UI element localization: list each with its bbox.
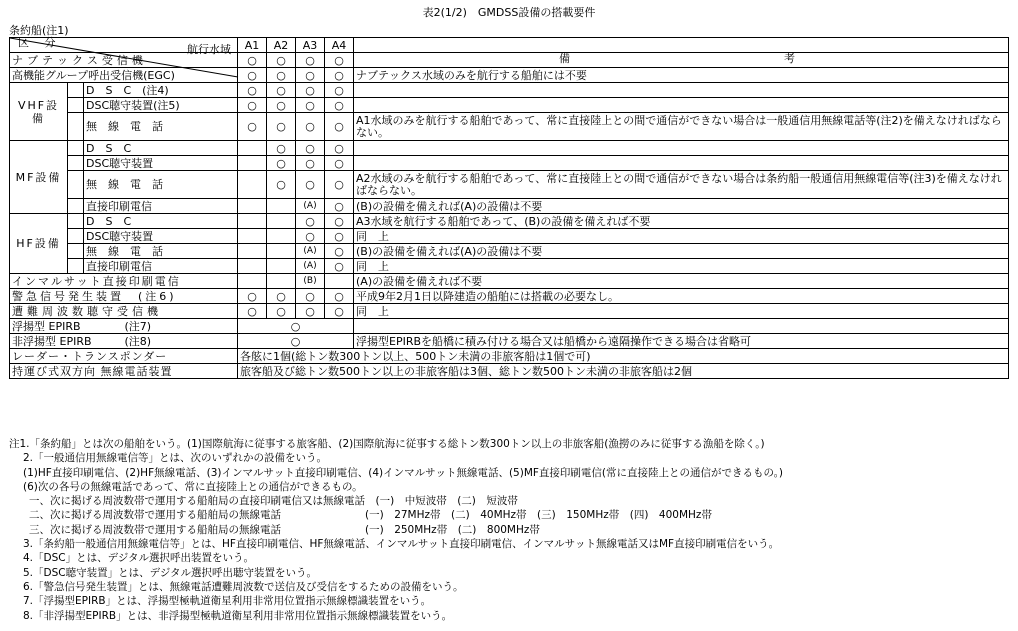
- mark-a1: [238, 171, 267, 199]
- header-remarks-1: 備: [559, 52, 571, 65]
- row-label: DSC聴守装置: [84, 156, 238, 171]
- mark-a1: [238, 141, 267, 156]
- note-6: 6.「警急信号発生装置」とは、無線電話遭難周波数で送信及び受信をするための設備をいう。: [23, 580, 464, 593]
- mark-a4: ○: [325, 171, 354, 199]
- spacer: [68, 259, 84, 274]
- row-remark: A3水域を航行する船舶であって、(B)の設備を備えれば不要: [354, 214, 1009, 229]
- mark-a1: ○: [238, 98, 267, 113]
- row-remark: [354, 319, 1009, 334]
- table-row-portable: [10, 364, 1009, 379]
- row-label: DSC聴守装置(注5): [84, 98, 238, 113]
- mark-a1: [238, 229, 267, 244]
- mark-a4: ○: [325, 199, 354, 214]
- mark-a2: [267, 274, 296, 289]
- mark-a2: ○: [267, 113, 296, 141]
- mark-a4: ○: [325, 259, 354, 274]
- header-row: [10, 38, 1009, 53]
- mark-a3: (A): [296, 259, 325, 274]
- note-2-6-2: 二、次に掲げる周波数帯で運用する船舶局の無線電話 (一) 27MHz帯 (二) 40MHz帯 (三) 150MHz帯 (四) 400MHz帯: [29, 509, 712, 522]
- table-row-epirb: [10, 319, 1009, 334]
- table-row-hf-nbdp: [10, 259, 1009, 274]
- note-4: 4.「DSC」とは、デジタル選択呼出装置をいう。: [23, 552, 254, 565]
- note-5: 5.「DSC聴守装置」とは、デジタル選択呼出聴守装置をいう。: [23, 566, 317, 579]
- table-row-mf-dsc: [10, 141, 1009, 156]
- spacer: [68, 98, 84, 113]
- mark-a3: ○: [296, 214, 325, 229]
- gmdss-requirements-table: [9, 37, 1009, 379]
- row-remark: ナブテックス水域のみを航行する船舶には不要: [354, 68, 1009, 83]
- group-label-vhf: VHF設備: [10, 83, 68, 141]
- header-division: 区 分: [18, 36, 62, 49]
- spacer: [68, 214, 84, 229]
- mark-a4: ○: [325, 229, 354, 244]
- row-remark: A1水域のみを航行する船舶であって、常に直接陸上との間で通信ができない場合は一般通信用無線電話等(注2)を備えなければならない。: [354, 113, 1009, 141]
- mark-a2: [267, 244, 296, 259]
- row-remark: 同 上: [354, 259, 1009, 274]
- note-2-6-1: 一、次に掲げる周波数帯で運用する船舶局の直接印刷電信又は無線電話 (一) 中短波帯 (二) 短波帯: [29, 495, 518, 508]
- note-8: 8.「非浮揚型EPIRB」とは、非浮揚型極軌道衛星利用非常用位置指示無線標識装置をいう。: [23, 609, 453, 622]
- row-remark: (B)の設備を備えれば(A)の設備は不要: [354, 244, 1009, 259]
- table-row-mf-nbdp: [10, 199, 1009, 214]
- mark-a1: [238, 259, 267, 274]
- group-label-mf: MF設備: [10, 141, 68, 214]
- spacer: [68, 83, 84, 98]
- spacer: [68, 141, 84, 156]
- table-row-vhf-watch: [10, 98, 1009, 113]
- mark-a1: ○: [238, 304, 267, 319]
- row-remark: (A)の設備を備えれば不要: [354, 274, 1009, 289]
- header-a3: A3: [296, 38, 325, 53]
- table-row-inmarsat: [10, 274, 1009, 289]
- table-title: 表2(1/2) GMDSS設備の搭載要件: [422, 6, 596, 19]
- mark-a1: [238, 156, 267, 171]
- row-label: 警急信号発生装置 (注6): [10, 289, 238, 304]
- table-row-hf-dsc: [10, 214, 1009, 229]
- row-label: D S C (注4): [84, 83, 238, 98]
- mark-a2: [267, 214, 296, 229]
- row-label: 浮揚型 EPIRB (注7): [10, 319, 238, 334]
- notes: [9, 437, 783, 623]
- row-remark: [354, 83, 1009, 98]
- mark-a4: ○: [325, 98, 354, 113]
- row-label: 無 線 電 話: [84, 113, 238, 141]
- mark-a4: ○: [325, 53, 354, 68]
- mark-a3: ○: [296, 156, 325, 171]
- mark-a4: ○: [325, 113, 354, 141]
- row-label: 無 線 電 話: [84, 171, 238, 199]
- row-label: 持運び式双方向 無線電話装置: [10, 364, 238, 379]
- mark-all: ○: [238, 334, 354, 349]
- row-remark: (B)の設備を備えれば(A)の設備は不要: [354, 199, 1009, 214]
- mark-a1: [238, 244, 267, 259]
- row-label: 遭難周波数聴守受信機: [10, 304, 238, 319]
- row-remark: [354, 141, 1009, 156]
- row-remark: 各舷に1個(総トン数300トン以上、500トン未満の非旅客船は1個で可): [238, 349, 1009, 364]
- mark-a1: [238, 274, 267, 289]
- mark-a3: ○: [296, 98, 325, 113]
- row-remark: 同 上: [354, 229, 1009, 244]
- mark-a2: ○: [267, 171, 296, 199]
- table-row-mf-tel: [10, 171, 1009, 199]
- header-diagonal-cell: [10, 36, 238, 56]
- note-2-6: (6)次の各号の無線電話であって、常に直接陸上との通信ができるもの。: [23, 480, 363, 493]
- mark-a3: ○: [296, 304, 325, 319]
- row-label: 直接印刷電信: [84, 259, 238, 274]
- row-label: ナブテックス受信機: [10, 53, 238, 68]
- mark-a4: ○: [325, 141, 354, 156]
- mark-a4: ○: [325, 244, 354, 259]
- spacer: [68, 244, 84, 259]
- table-row-alarm: [10, 289, 1009, 304]
- row-label: D S C: [84, 214, 238, 229]
- row-remark: A2水域のみを航行する船舶であって、常に直接陸上との間で通信ができない場合は条約船一般通信用無線電信等(注3)を備えなければならない。: [354, 171, 1009, 199]
- table-row-vhf-dsc: [10, 83, 1009, 98]
- note-2: 2.「一般通信用無線電信等」とは、次のいずれかの設備をいう。: [23, 452, 328, 465]
- table-row-hf-watch: [10, 229, 1009, 244]
- spacer: [68, 171, 84, 199]
- row-remark: 旅客船及び総トン数500トン以上の非旅客船は3個、総トン数500トン未満の非旅客船は2個: [238, 364, 1009, 379]
- mark-a3: ○: [296, 289, 325, 304]
- mark-a1: ○: [238, 83, 267, 98]
- mark-a4: ○: [325, 214, 354, 229]
- table-row-radar: [10, 349, 1009, 364]
- mark-a2: ○: [267, 98, 296, 113]
- mark-a2: [267, 199, 296, 214]
- note-1: 注1.「条約船」とは次の船舶をいう。(1)国際航海に従事する旅客船、(2)国際航海に従事する総トン数300トン以上の非旅客船(漁撈のみに従事する漁船を除く。): [9, 438, 765, 450]
- mark-a4: [325, 274, 354, 289]
- mark-a3: ○: [296, 68, 325, 83]
- mark-a3: ○: [296, 83, 325, 98]
- spacer: [68, 199, 84, 214]
- mark-a3: ○: [296, 113, 325, 141]
- mark-a4: ○: [325, 68, 354, 83]
- mark-a3: ○: [296, 53, 325, 68]
- note-2-6-3: 三、次に掲げる周波数帯で運用する船舶局の無線電話 (一) 250MHz帯 (二) 800MHz帯: [29, 523, 540, 536]
- table-subtitle: 条約船(注1): [9, 24, 69, 37]
- mark-a1: [238, 199, 267, 214]
- row-remark: [354, 53, 1009, 68]
- mark-a1: ○: [238, 53, 267, 68]
- mark-a1: ○: [238, 289, 267, 304]
- table-row-mf-watch: [10, 156, 1009, 171]
- mark-a2: ○: [267, 141, 296, 156]
- row-label: 非浮揚型 EPIRB (注8): [10, 334, 238, 349]
- mark-a3: ○: [296, 171, 325, 199]
- row-label: 直接印刷電信: [84, 199, 238, 214]
- mark-a3: ○: [296, 229, 325, 244]
- mark-a1: [238, 214, 267, 229]
- note-2-1: (1)HF直接印刷電信、(2)HF無線電話、(3)インマルサット直接印刷電信、(4)インマルサット無線電話、(5)MF直接印刷電信(常に直接陸上との通信ができるもの。): [23, 466, 783, 479]
- row-label: D S C: [84, 141, 238, 156]
- mark-a2: ○: [267, 156, 296, 171]
- row-label: レーダー・トランスポンダー: [10, 349, 238, 364]
- mark-a1: ○: [238, 68, 267, 83]
- mark-a2: ○: [267, 83, 296, 98]
- mark-a4: ○: [325, 304, 354, 319]
- row-remark: 同 上: [354, 304, 1009, 319]
- header-a4: A4: [325, 38, 354, 53]
- mark-a3: (A): [296, 244, 325, 259]
- row-remark: 浮揚型EPIRBを船橋に積み付ける場合又は船橋から遠隔操作できる場合は省略可: [354, 334, 1009, 349]
- spacer: [68, 229, 84, 244]
- table-row-hf-tel: [10, 244, 1009, 259]
- table-row-distress: [10, 304, 1009, 319]
- header-a2: A2: [267, 38, 296, 53]
- note-7: 7.「浮揚型EPIRB」とは、浮揚型極軌道衛星利用非常用位置指示無線標識装置をいう。: [23, 595, 432, 608]
- note-3: 3.「条約船一般通信用無線電信等」とは、HF直接印刷電信、HF無線電話、インマルサット直接印刷電信、インマルサット無線電話又はMF直接印刷電信をいう。: [23, 538, 780, 551]
- mark-a4: ○: [325, 156, 354, 171]
- row-label: DSC聴守装置: [84, 229, 238, 244]
- mark-a2: ○: [267, 53, 296, 68]
- header-remarks-2: 考: [784, 52, 796, 65]
- row-remark: [354, 156, 1009, 171]
- mark-a2: ○: [267, 289, 296, 304]
- mark-all: ○: [238, 319, 354, 334]
- row-label: 無 線 電 話: [84, 244, 238, 259]
- row-label: インマルサット直接印刷電信: [10, 274, 238, 289]
- mark-a4: ○: [325, 83, 354, 98]
- table-row-nonepirb: [10, 334, 1009, 349]
- row-remark: 平成9年2月1日以降建造の船舶には搭載の必要なし。: [354, 289, 1009, 304]
- mark-a3: (A): [296, 199, 325, 214]
- header-a1: A1: [238, 38, 267, 53]
- mark-a4: ○: [325, 289, 354, 304]
- spacer: [68, 156, 84, 171]
- mark-a3: (B): [296, 274, 325, 289]
- mark-a2: [267, 259, 296, 274]
- table-row-vhf-tel: [10, 113, 1009, 141]
- mark-a2: ○: [267, 304, 296, 319]
- header-remarks: [354, 38, 1009, 65]
- mark-a2: [267, 229, 296, 244]
- row-label: 高機能グループ呼出受信機(EGC): [10, 68, 238, 83]
- spacer: [68, 113, 84, 141]
- row-remark: [354, 98, 1009, 113]
- group-label-hf: HF設備: [10, 214, 68, 274]
- mark-a3: ○: [296, 141, 325, 156]
- mark-a2: ○: [267, 68, 296, 83]
- mark-a1: ○: [238, 113, 267, 141]
- header-waters: 航行水域: [187, 43, 232, 56]
